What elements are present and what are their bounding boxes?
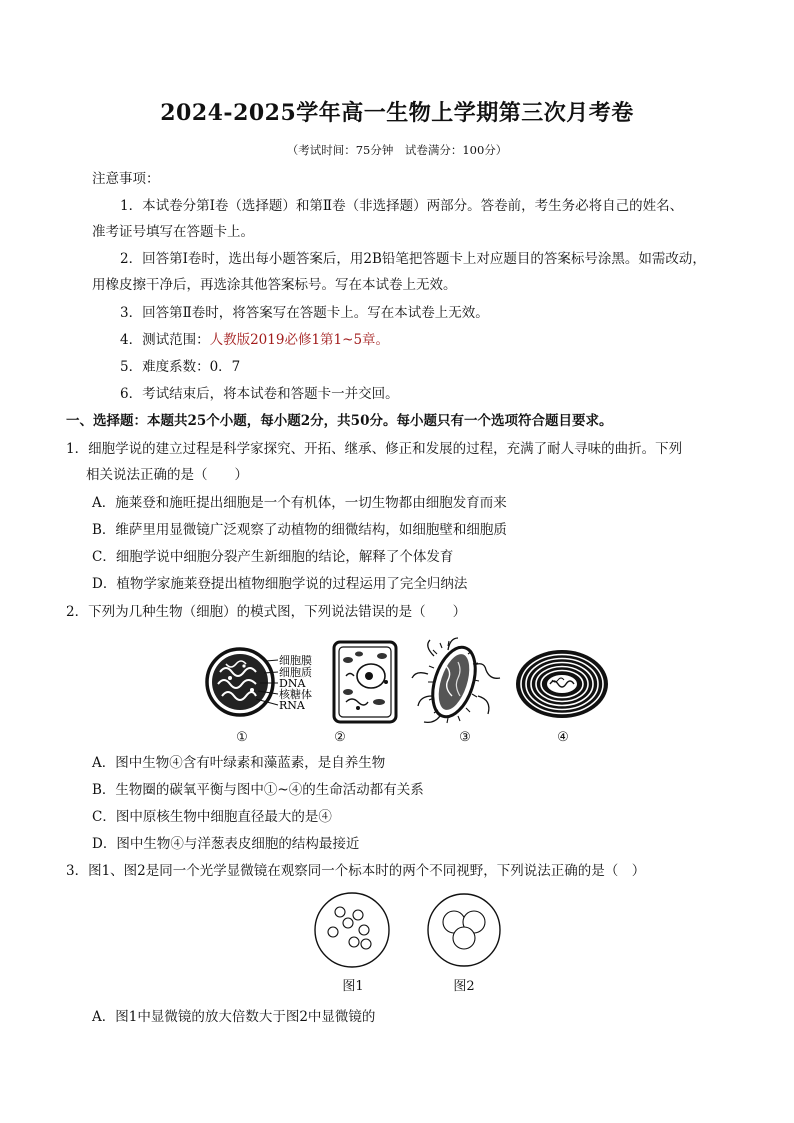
q2-option-b: B．生物圈的碳氧平衡与图中①~④的生命活动都有关系 bbox=[92, 782, 424, 798]
q2-stem: 2．下列为几种生物（细胞）的模式图，下列说法错误的是（ ） bbox=[66, 604, 467, 620]
notice-1b: 准考证号填写在答题卡上。 bbox=[92, 224, 254, 240]
q2-cell-figures bbox=[196, 636, 616, 730]
label-cytoplasm: 细胞质 bbox=[279, 666, 312, 679]
q2-option-c: C．图中原核生物中细胞直径最大的是④ bbox=[92, 809, 332, 825]
notice-4-scope: 人教版2019必修1第1~5章。 bbox=[209, 332, 390, 348]
exam-info: （考试时间：75分钟 试卷满分：100分） bbox=[286, 143, 508, 157]
q1-option-d: D．植物学家施莱登提出植物细胞学说的过程运用了完全归纳法 bbox=[92, 576, 468, 592]
notice-3: 3．回答第Ⅱ卷时，将答案写在答题卡上。写在本试卷上无效。 bbox=[120, 305, 489, 321]
q2-caption-3: ③ bbox=[459, 730, 471, 745]
label-dna: DNA bbox=[279, 677, 306, 690]
notice-5: 5．难度系数：0．7 bbox=[120, 359, 241, 375]
page-title: 2024-2025学年高一生物上学期第三次月考卷 bbox=[160, 100, 634, 126]
notice-6: 6．考试结束后，将本试卷和答题卡一并交回。 bbox=[120, 386, 399, 402]
q2-option-d: D．图中生物④与洋葱表皮细胞的结构最接近 bbox=[92, 836, 360, 852]
notice-label: 注意事项： bbox=[92, 171, 160, 187]
notice-2a: 2．回答第Ⅰ卷时，选出每小题答案后，用2B铅笔把答题卡上对应题目的答案标号涂黑。如需改动， bbox=[120, 251, 706, 267]
label-cell-membrane: 细胞膜 bbox=[279, 654, 312, 667]
q1-stem-1: 1．细胞学说的建立过程是科学家探究、开拓、继承、修正和发展的过程，充满了耐人寻味的曲折。下列 bbox=[66, 441, 683, 457]
section-heading: 一、选择题：本题共25个小题，每小题2分，共50分。每小题只有一个选项符合题目要求。 bbox=[66, 413, 613, 429]
cell-figure-1 bbox=[207, 649, 312, 715]
q2-caption-2: ② bbox=[334, 730, 346, 745]
notice-2b: 用橡皮擦干净后，再选涂其他答案标号。写在本试卷上无效。 bbox=[92, 277, 457, 293]
cell-figure-2 bbox=[334, 642, 396, 722]
cell-figure-4 bbox=[516, 650, 608, 718]
q3-option-a: A．图1中显微镜的放大倍数大于图2中显微镜的 bbox=[92, 1009, 376, 1025]
q1-stem-2: 相关说法正确的是（ ） bbox=[86, 467, 248, 483]
cell-figure-3 bbox=[412, 638, 500, 723]
q1-option-a: A．施莱登和施旺提出细胞是一个有机体，一切生物都由细胞发育而来 bbox=[92, 495, 507, 511]
field-of-view-2 bbox=[428, 894, 500, 966]
label-rna: RNA bbox=[279, 699, 305, 712]
field-of-view-1 bbox=[315, 893, 389, 967]
label-ribosome: 核糖体 bbox=[279, 688, 312, 701]
q2-option-a: A．图中生物④含有叶绿素和藻蓝素，是自养生物 bbox=[92, 755, 386, 771]
q2-caption-4: ④ bbox=[557, 730, 569, 745]
q3-caption-2: 图2 bbox=[453, 979, 475, 994]
q2-caption-1: ① bbox=[236, 730, 248, 745]
q3-caption-1: 图1 bbox=[342, 979, 364, 994]
notice-4 bbox=[120, 331, 389, 349]
q3-stem: 3．图1、图2是同一个光学显微镜在观察同一个标本时的两个不同视野，下列说法正确的是（ ） bbox=[66, 863, 646, 879]
q1-option-b: B．维萨里用显微镜广泛观察了动植物的细微结构，如细胞壁和细胞质 bbox=[92, 522, 507, 538]
notice-1a: 1．本试卷分第Ⅰ卷（选择题）和第Ⅱ卷（非选择题）两部分。答卷前，考生务必将自己的姓名、 bbox=[120, 198, 684, 214]
q3-microscope-views bbox=[308, 890, 502, 972]
notice-4-prefix: 4．测试范围： bbox=[120, 332, 210, 348]
q1-option-c: C．细胞学说中细胞分裂产生新细胞的结论，解释了个体发育 bbox=[92, 549, 454, 565]
